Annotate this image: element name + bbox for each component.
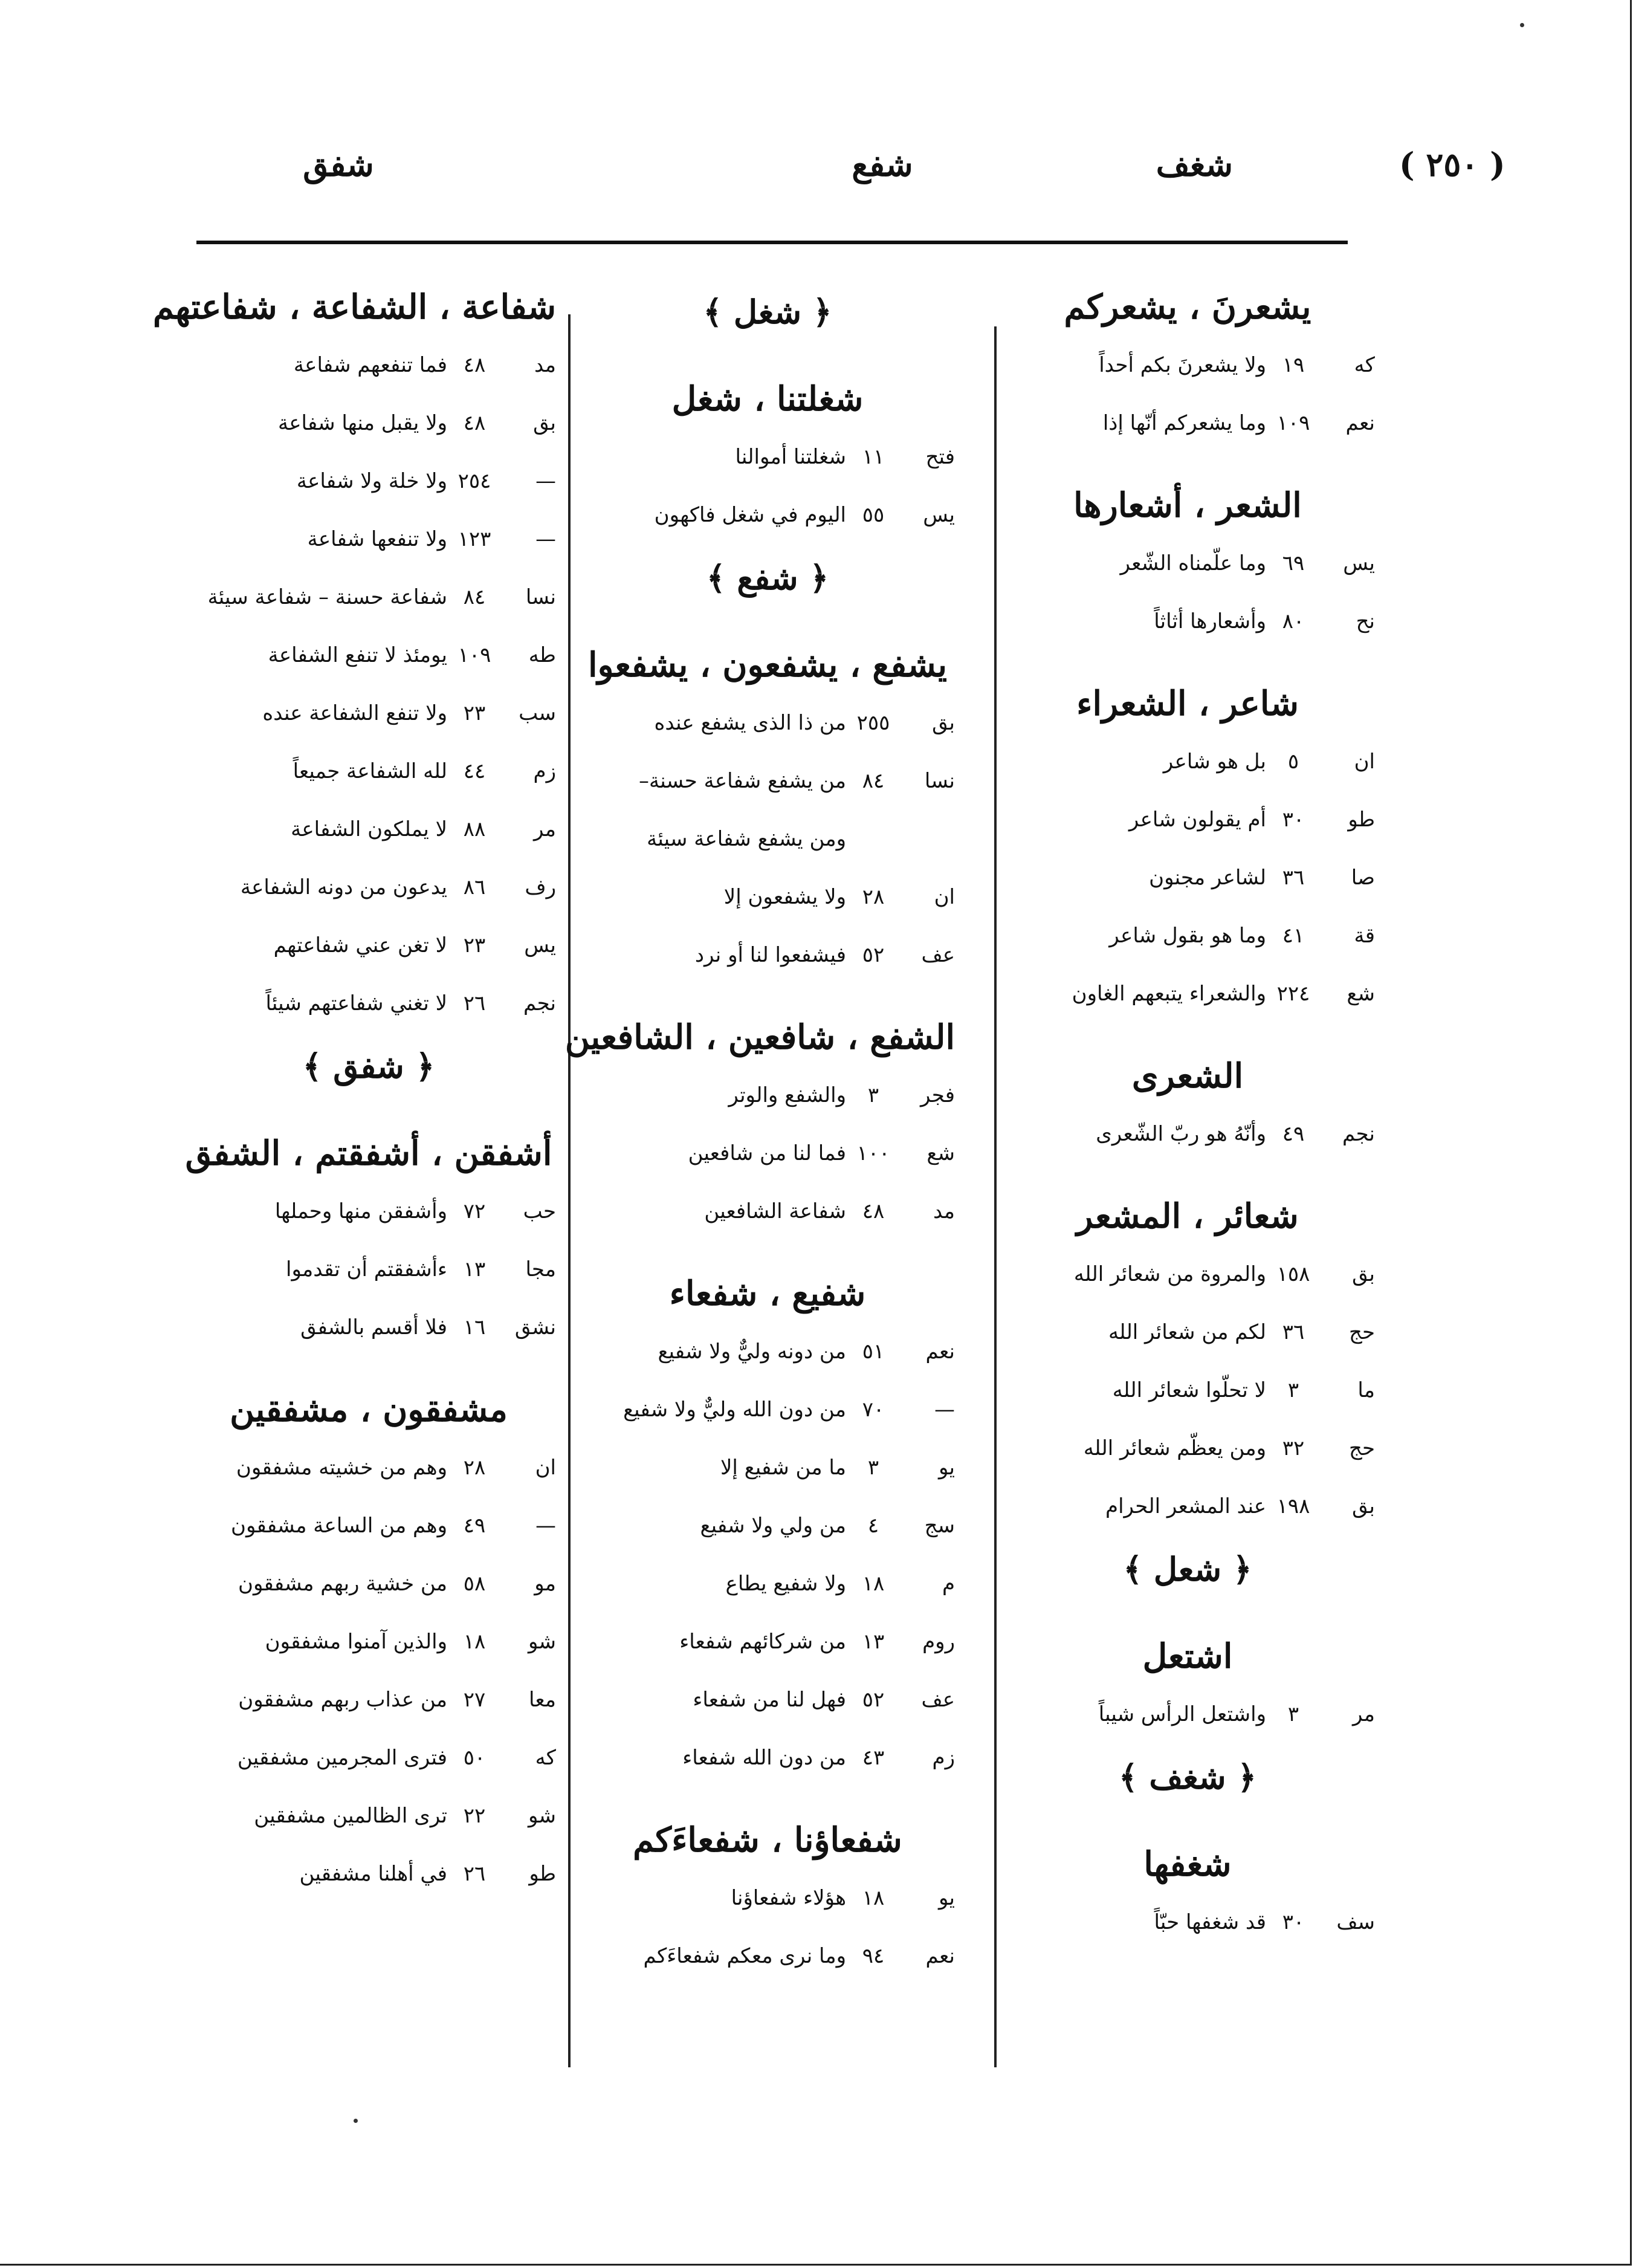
verse-number: ٢٦ [463,991,486,1016]
verse-number: ١٩٨ [1276,1494,1310,1518]
verse-text: شفاعة الشافعين [704,1199,846,1223]
verse-entry [580,1439,955,1497]
spacer [1000,650,1375,675]
verse-entry [580,1182,955,1240]
surah-abbrev: رف [525,875,556,899]
verse-number: ٥١ [862,1340,885,1364]
verse-entry [580,1323,955,1381]
verse-text: لا تغن عني شفاعتهم [273,933,447,957]
verse-number: ٣٢ [1282,1436,1305,1460]
verse-number: ٨٦ [463,875,486,899]
surah-abbrev: نشق [514,1315,556,1340]
verse-entry [181,974,556,1032]
root-heading: ﴿ شعل ﴾ [1123,1550,1252,1589]
surah-abbrev: يو [938,1886,955,1910]
verse-number: ٧٢ [463,1199,486,1223]
surah-abbrev: ان [1354,750,1375,774]
verse-entry [580,1124,955,1182]
verse-entry [1000,1685,1375,1743]
verse-text: ترى الظالمين مشفقين [254,1804,447,1828]
verse-entry [1000,965,1375,1023]
surah-abbrev: شو [528,1630,556,1654]
spacer [1000,1023,1375,1047]
surah-abbrev: نعم [1345,411,1375,435]
verse-text: هؤلاء شفعاؤنا [731,1886,846,1910]
verse-number: ٩٤ [862,1944,885,1968]
surah-abbrev: حج [1349,1436,1375,1460]
verse-number: ٤٩ [463,1514,486,1538]
verse-entry [181,1845,556,1903]
word-heading: اشتعل [1142,1636,1233,1676]
surah-abbrev: نسا [525,585,556,609]
verse-number: ٤ [867,1514,879,1538]
verse-entry [580,1497,955,1555]
verse-text: من عذاب ربهم مشفقون [238,1688,447,1712]
verse-text: اليوم في شغل فاكهون [654,503,846,527]
surah-abbrev: مر [534,817,556,841]
surah-abbrev: — [934,1398,955,1422]
verse-text: من ذا الذى يشفع عنده [654,711,846,735]
verse-text: فما تنفعهم شفاعة [293,353,447,377]
verse-entry [580,486,955,544]
verse-number: ٥٠ [463,1746,486,1770]
surah-abbrev: نعم [925,1340,955,1364]
verse-number: ٥٥ [862,503,885,527]
surah-abbrev: مد [534,353,556,377]
verse-number: ٢٦ [463,1862,486,1886]
verse-number: ٤٣ [862,1746,885,1770]
verse-number: ٢٣ [463,701,486,725]
spacer [580,346,955,370]
verse-text: والذين آمنوا مشفقون [265,1630,447,1654]
verse-number: ٥ [1287,750,1299,774]
verse-entry [1000,1893,1375,1951]
verse-number: ١٨ [862,1572,885,1596]
surah-abbrev: يس [524,933,556,957]
surah-abbrev: نح [1356,609,1375,633]
word-heading: شفعاؤنا ، شفعاءَكم [633,1820,902,1860]
verse-text: ولا خلة ولا شفاعة [296,469,447,493]
word-heading: الشعر ، أشعارها [1073,485,1302,525]
verse-entry [181,510,556,568]
surah-abbrev: شع [926,1141,955,1165]
verse-number: ٧٠ [862,1398,885,1422]
surah-abbrev: ما [1357,1378,1375,1402]
verse-number: ٣٦ [1282,866,1305,890]
surah-abbrev: طو [1348,808,1375,832]
surah-abbrev: كه [1354,353,1375,377]
verse-number: ٨٠ [1282,609,1305,633]
root-heading: ﴿ شفع ﴾ [706,559,829,597]
surah-abbrev: حب [523,1199,556,1223]
surah-abbrev: روم [922,1630,955,1654]
verse-entry [181,1613,556,1671]
verse-entry [580,810,955,868]
verse-entry [1000,336,1375,394]
verse-entry [1000,1477,1375,1535]
verse-number: ٣ [867,1083,879,1107]
verse-text: والمروة من شعائر الله [1073,1262,1266,1286]
verse-text: قد شغفها حبّاً [1154,1910,1266,1934]
verse-text: ما من شفيع إلا [720,1456,846,1480]
verse-entry [580,694,955,752]
verse-number: ٢٨ [862,885,885,909]
verse-text: وأنّهُ هو ربّ الشّعرى [1096,1122,1266,1146]
verse-number: ٤٨ [862,1199,885,1223]
spacer [580,1787,955,1811]
verse-entry [181,684,556,742]
verse-text: ولا يقبل منها شفاعة [278,411,447,435]
verse-entry [580,1927,955,1985]
verse-entry [181,1497,556,1555]
verse-number: ١٣ [463,1257,486,1281]
verse-text: شفاعة حسنة – شفاعة سيئة [207,585,447,609]
verse-entry [580,926,955,984]
verse-entry [181,1439,556,1497]
verse-text: فما لنا من شافعين [688,1141,846,1165]
verse-number: ٣٦ [1282,1320,1305,1344]
spacer [181,1356,556,1381]
verse-text: أم يقولون شاعر [1128,808,1266,832]
speck [354,2119,358,2123]
verse-number: ٢٢ [463,1804,486,1828]
surah-abbrev: صا [1351,866,1375,890]
verse-number: ٤٨ [463,353,486,377]
verse-text: فيشفعوا لنا أو نرد [694,943,846,967]
surah-abbrev: زم [533,759,556,783]
verse-number: ٣ [1287,1702,1299,1726]
surah-abbrev: مد [933,1199,955,1223]
verse-entry [1000,394,1375,452]
verse-entry [181,1729,556,1787]
verse-entry [580,752,955,810]
verse-number: ١٢٣ [458,527,491,551]
column-right [1000,278,1375,2091]
surah-abbrev: طو [529,1862,556,1886]
verse-text: من دونه وليٌّ ولا شفيع [658,1340,846,1364]
speck [1520,23,1524,27]
verse-number: ٢٥٥ [856,711,890,735]
verse-text: من ولي ولا شفيع [700,1514,846,1538]
verse-number: ٥٨ [463,1572,486,1596]
verse-text: ومن يشفع شفاعة سيئة [647,827,846,851]
verse-entry [181,800,556,858]
verse-text: وما يشعركم أنّها إذا [1102,411,1266,435]
spacer [1000,1811,1375,1835]
surah-abbrev: شع [1347,982,1375,1006]
spacer [1000,452,1375,476]
verse-entry [1000,1105,1375,1163]
verse-number: ٣ [1287,1378,1299,1402]
verse-entry [181,452,556,510]
verse-entry [580,868,955,926]
verse-entry [181,336,556,394]
verse-text: واشتعل الرأس شيباً [1098,1702,1266,1726]
verse-entry [1000,849,1375,907]
verse-entry [1000,534,1375,592]
verse-entry [181,1671,556,1729]
word-heading: شعائر ، المشعر [1076,1196,1299,1236]
page-number: ( ٢٥٠ ) [1399,145,1505,184]
verse-entry [181,394,556,452]
surah-abbrev: طه [528,643,556,667]
page-header [193,145,1505,206]
verse-number: ٣٠ [1282,808,1305,832]
surah-abbrev: فتح [925,445,955,469]
verse-text: من يشفع شفاعة حسنة– [638,769,846,793]
verse-text: لا تحلّوا شعائر الله [1112,1378,1266,1402]
header-rule [196,241,1348,244]
surah-abbrev: عف [921,943,955,967]
surah-abbrev: شو [528,1804,556,1828]
surah-abbrev: نجم [523,991,556,1016]
verse-number: ٦٩ [1282,551,1305,575]
verse-text: وهم من خشيته مشفقون [236,1456,447,1480]
word-heading: شفيع ، شفعاء [669,1274,866,1314]
verse-entry [181,626,556,684]
root-heading: ﴿ شغل ﴾ [703,293,832,331]
verse-text: يدعون من دونه الشفاعة [240,875,447,899]
verse-text: ءأشفقتم أن تقدموا [286,1257,447,1281]
verse-number: ١٩ [1282,353,1305,377]
verse-text: من شركائهم شفعاء [679,1630,846,1654]
verse-text: ولا شفيع يطاع [725,1572,846,1596]
verse-text: ومن يعظّم شعائر الله [1083,1436,1266,1460]
verse-text: لله الشفاعة جميعاً [293,759,447,783]
verse-text: لا يملكون الشفاعة [291,817,447,841]
verse-entry [1000,733,1375,791]
column-divider-left [568,314,571,2067]
verse-number: ١٥٨ [1276,1262,1310,1286]
surah-abbrev: سب [519,701,556,725]
verse-number: ١٣ [862,1630,885,1654]
verse-entry [181,916,556,974]
column-middle [564,278,955,2091]
verse-number: ٨٤ [862,769,885,793]
verse-number: ١٨ [463,1630,486,1654]
word-heading: الشعرى [1131,1056,1244,1096]
verse-text: وما نرى معكم شفعاءَكم [643,1944,846,1968]
verse-entry [580,1671,955,1729]
verse-text: ولا تنفع الشفاعة عنده [262,701,447,725]
verse-entry [580,1613,955,1671]
word-heading: أشفقن ، أشفقتم ، الشفق [185,1133,552,1173]
verse-text: والشعراء يتبعهم الغاون [1072,982,1266,1006]
surah-abbrev: — [535,1514,556,1538]
surah-abbrev: يو [938,1456,955,1480]
verse-entry [1000,791,1375,849]
verse-text: عند المشعر الحرام [1105,1494,1266,1518]
verse-text: وأشفقن منها وحملها [274,1199,447,1223]
verse-text: من خشية ربهم مشفقون [238,1572,447,1596]
spacer [181,1100,556,1124]
root-heading: ﴿ شغف ﴾ [1118,1758,1257,1797]
column-divider-right [994,326,997,2067]
spacer [580,612,955,636]
verse-text: شغلتنا أموالنا [735,445,846,469]
word-heading: شغلتنا ، شغل [671,379,864,419]
column-left [153,278,556,2091]
verse-number: ٥٢ [862,1688,885,1712]
verse-number: ٤٨ [463,411,486,435]
verse-entry [181,1240,556,1298]
surah-abbrev: قة [1354,924,1375,948]
surah-abbrev: ان [535,1456,556,1480]
verse-text: ولا يشفعون إلا [723,885,846,909]
verse-number: ٢٢٤ [1276,982,1310,1006]
verse-entry [1000,1419,1375,1477]
verse-number: ٢٧ [463,1688,486,1712]
surah-abbrev: نعم [925,1944,955,1968]
surah-abbrev: — [535,527,556,551]
verse-text: والشفع والوتر [728,1083,846,1107]
verse-text: من دون الله وليٌّ ولا شفيع [623,1398,846,1422]
verse-text: فلا أقسم بالشفق [300,1315,447,1340]
surah-abbrev: كه [535,1746,556,1770]
surah-abbrev: معا [529,1688,556,1712]
verse-number: ١٠٠ [856,1141,890,1165]
surah-abbrev: حج [1349,1320,1375,1344]
verse-number: ٢٥٤ [458,469,491,493]
verse-text: بل هو شاعر [1163,750,1266,774]
verse-entry [1000,1245,1375,1303]
verse-entry [181,1298,556,1356]
verse-number: ٣ [867,1456,879,1480]
verse-number: ٢٣ [463,933,486,957]
word-heading: يشفع ، يشفعون ، يشفعوا [587,645,948,685]
verse-text: لشاعر مجنون [1149,866,1266,890]
verse-number: ٣٠ [1282,1910,1305,1934]
verse-entry [580,428,955,486]
verse-text: وما علّمناه الشّعر [1120,551,1266,575]
surah-abbrev: بق [1352,1262,1375,1286]
verse-entry [580,1729,955,1787]
verse-text: في أهلنا مشفقين [299,1862,447,1886]
spacer [580,1240,955,1265]
verse-entry [1000,592,1375,650]
verse-text: ولا يشعرنَ بكم أحداً [1099,353,1266,377]
verse-entry [181,1555,556,1613]
verse-text: وهم من الساعة مشفقون [231,1514,447,1538]
word-heading: مشفقون ، مشفقين [230,1390,508,1430]
surah-abbrev: مو [534,1572,556,1596]
surah-abbrev: بق [1352,1494,1375,1518]
verse-number: ١٠٩ [1276,411,1310,435]
verse-text: ولا تنفعها شفاعة [307,527,447,551]
verse-entry [181,1787,556,1845]
verse-number: ٤٩ [1282,1122,1305,1146]
surah-abbrev: عف [921,1688,955,1712]
surah-abbrev: سف [1336,1910,1375,1934]
spacer [580,984,955,1008]
surah-abbrev: نسا [924,769,955,793]
surah-abbrev: ان [934,885,955,909]
verse-number: ٢٨ [463,1456,486,1480]
surah-abbrev: بق [533,411,556,435]
verse-number: ٨٤ [463,585,486,609]
surah-abbrev: فجر [920,1083,955,1107]
surah-abbrev: زم [932,1746,955,1770]
verse-text: فهل لنا من شفعاء [693,1688,846,1712]
word-heading: شاعر ، الشعراء [1076,684,1299,724]
header-root-left: شفق [303,145,374,184]
surah-abbrev: يس [1343,551,1375,575]
word-heading: شفاعة ، الشفاعة ، شفاعتهم [153,287,556,327]
verse-entry [1000,1303,1375,1361]
verse-entry [181,1182,556,1240]
verse-text: وما هو بقول شاعر [1109,924,1266,948]
word-heading: يشعرنَ ، يشعركم [1064,287,1311,327]
verse-number: ٨٨ [463,817,486,841]
verse-entry [181,858,556,916]
verse-text: يومئذ لا تنفع الشفاعة [268,643,447,667]
verse-entry [1000,907,1375,965]
verse-entry [181,742,556,800]
surah-abbrev: يس [923,503,955,527]
header-root-center: شفع [852,145,913,184]
verse-text: لا تغني شفاعتهم شيئاً [265,991,447,1016]
header-root-right: شغف [1156,145,1233,184]
verse-entry [580,1869,955,1927]
word-heading: الشفع ، شافعين ، الشافعين [564,1017,955,1057]
verse-number: ٥٢ [862,943,885,967]
surah-abbrev: بق [932,711,955,735]
surah-abbrev: مر [1353,1702,1375,1726]
verse-text: من دون الله شفعاء [682,1746,846,1770]
verse-text: لكم من شعائر الله [1108,1320,1266,1344]
verse-entry [580,1066,955,1124]
surah-abbrev: نجم [1342,1122,1375,1146]
verse-number: ١٨ [862,1886,885,1910]
surah-abbrev: م [942,1572,955,1596]
verse-text: وأشعارها أثاثاً [1154,609,1266,633]
root-heading: ﴿ شفق ﴾ [302,1047,435,1086]
verse-number: ٤١ [1282,924,1305,948]
spacer [1000,1163,1375,1187]
verse-entry [181,568,556,626]
verse-number: ١٠٩ [458,643,491,667]
verse-number: ١٦ [463,1315,486,1340]
spacer [1000,1603,1375,1627]
verse-entry [580,1555,955,1613]
verse-entry [1000,1361,1375,1419]
word-heading: شغفها [1143,1844,1232,1884]
surah-abbrev: مجا [525,1257,556,1281]
surah-abbrev: سج [924,1514,955,1538]
surah-abbrev: — [535,469,556,493]
verse-text: فترى المجرمين مشفقين [237,1746,447,1770]
verse-number: ١١ [862,445,885,469]
verse-entry [580,1381,955,1439]
verse-number: ٤٤ [463,759,486,783]
